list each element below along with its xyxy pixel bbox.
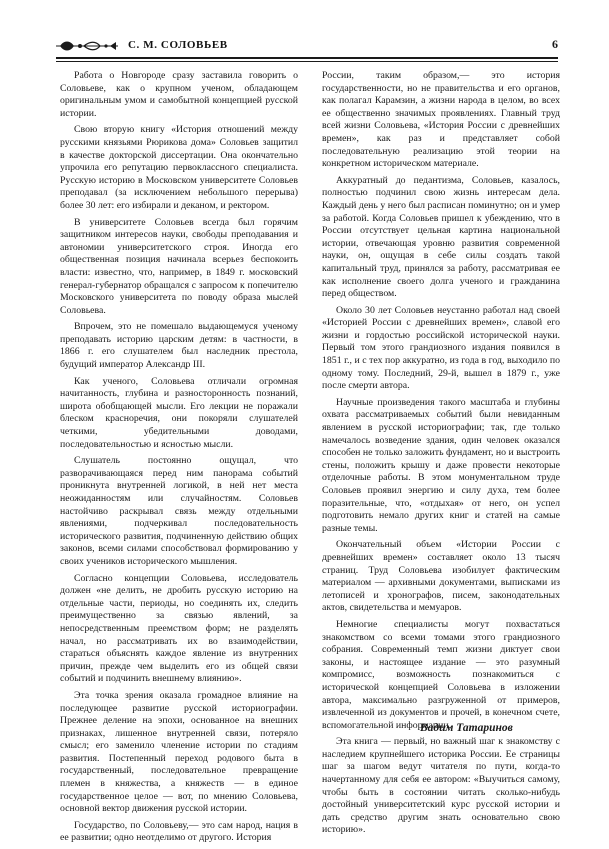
header-rule-thin <box>56 61 558 62</box>
paragraph: России, таким образом,— это история государственности, но не правительства и его органов, как полагал Карамзин, а жизни народа в целом, во всех ее общественно значимых проявлениях. Главный труд всей жизни Соловьева, «История России с древнейших времен», как раз и представляет собой последовательную реализацию этой теории на конкретном историческом материале. <box>322 70 560 170</box>
ornament-icon <box>56 39 118 53</box>
paragraph: Эта книга — первый, но важный шаг к знакомству с наследием крупнейшего историка России. Ее страницы шаг за шагом ведут читателя по пути, когда-то начертанному для себя ее автором: «Выучиться самому, чтобы быть в состоянии читать сколько-нибудь достойный университетский курс русской истории и дать средство другим знать основательно свою историю». <box>322 736 560 836</box>
paragraph: Аккуратный до педантизма, Соловьев, казалось, полностью подчинил свою жизнь интересам дела. Каждый день у него был расписан поминутно; он и умер за работой. Когда Соловьев пришел к убеждению, что в России отсутствует цельная картина национальной истории, отвечающая уровню развития современной науки, он, ощущая в себе силы создать такой капитальный труд, принялся за работу, рассматривая ее как исполнение своего долга ученого и гражданина перед обществом. <box>322 174 560 300</box>
left-column <box>60 70 298 849</box>
paragraph: Свою вторую книгу «История отношений между русскими князьями Рюрикова дома» Соловьев защитил в качестве докторской диссертации. Она окончательно упрочила его репутацию первоклассного специалиста. Русскую историю в Московском университете Соловьев преподавал (за исключением небольшого перерыва) более 30 лет: его избирали и деканом, и ректором. <box>60 124 298 211</box>
paragraph: Работа о Новгороде сразу заставила говорить о Соловьеве, как о крупном ученом, обладающем оригинальным умом и самобытной концепцией русской истории. <box>60 70 298 119</box>
paragraph: Государство, по Соловьеву,— это сам народ, нация в ее развитии; одно неотделимо от другого. История <box>60 819 298 844</box>
running-header <box>56 37 558 55</box>
paragraph: Согласно концепции Соловьева, исследователь должен «не делить, не дробить русскую историю на отдельные части, периоды, но соединять их, следить преимущественно за связью явлений, за непосредственным преемством форм; не разделять начал, но рассматривать их во взаимодействии, стараться объяснять каждое явление из внутренних причин, прежде чем выделить его из общей связи событий и подчинить внешнему влиянию». <box>60 572 298 685</box>
paragraph: В университете Соловьев всегда был горячим защитником интересов науки, свободы преподавания и автономии университетского строя. Иногда его общественная позиция начинала всерьез беспокоить власти: известно, что, например, в 1849 г. московский генерал-губернатор обращался с запросом к попечителю Московского университета по поводу образа мыслей Соловьева. <box>60 216 298 316</box>
paragraph: Научные произведения такого масштаба и глубины охвата рассматриваемых событий были невиданным явлением в русской историографии; так, где только намечалось возведение здания, один человек оказался способен не только заложить фундамент, но и выстроить стены, положить крышу и даже провести некоторые отделочные работы. В этом монументальном труде Соловьев проявил энергию и силу духа, тем более поразительные, что, «отдыхая» от него, он успел подготовить немало других книг и статей на самые разные темы. <box>322 396 560 534</box>
paragraph: Около 30 лет Соловьев неустанно работал над своей «Историей России с древнейших времен», славой его жизни и гордостью российской исторической науки. Первый том этого грандиозного издания появился в 1851 г., и с тех пор аккуратно, из года в год, выходило по одному тому. Последний, 29-й, вышел в 1879 г., уже после смерти автора. <box>322 304 560 392</box>
author-signature: Вадим Татаринов <box>420 722 513 734</box>
running-title: С. М. СОЛОВЬЕВ <box>128 39 228 51</box>
paragraph: Слушатель постоянно ощущал, что разворачивающаяся перед ним панорама событий проникнута внутренней логикой, в ней нет места неожиданностям или случайностям. Соловьев настойчиво раскрывал связь между отдельными явлениями, подчеркивал последовательность исторического развития, подчиненную действию общих законов, всеми силами способствовал формированию у своих учеников исторического мышления. <box>60 455 298 567</box>
paragraph: Впрочем, это не помешало выдающемуся ученому преподавать историю царским детям: в частности, в 1866 г. его слушателем был наследник престола, будущий император Александр III. <box>60 321 298 371</box>
paragraph: Окончательный объем «Истории России с древнейших времен» составляет около 13 тысяч страниц. Труд Соловьева изобилует фактическим материалом — архивными документами, выписками из летописей и хронографов, писем, законодательных актов, свидетельства и мемуаров. <box>322 539 560 614</box>
header-rule <box>56 57 558 59</box>
paragraph: Эта точка зрения оказала громадное влияние на последующее развитие русской историографии. Прежнее деление на эпохи, основанное на внешних признаках, лишенное внутренней связи, потеряло смысл; его заменило членение истории по стадиям развития. Постепенный переход родового быта в государственный, последовательное превращение племен в княжества, а княжеств — в единое государственное целое — вот, по мнению Соловьева, основной вектор движения русской истории. <box>60 689 298 815</box>
paragraph: Немногие специалисты могут похвастаться знакомством со всеми томами этого грандиозного собрания. Современный темп жизни диктует свои законы, и настоящее издание — это разумный компромисс, возможность познакомиться с исторической концепцией Соловьева в изложении автора, максимально разгруженной от примеров, извлеченной из документов и прочей, в конечном счете, вспомогательной информации. <box>322 618 560 731</box>
paragraph: Как ученого, Соловьева отличали огромная начитанность, глубина и разносторонность познаний, широта обобщающей мысли. Его лекции не поражали блеском красноречия, они покоряли слушателей четкими, убедительными доводами, последовательностью и ясностью мысли. <box>60 375 298 450</box>
page-number: 6 <box>552 37 558 51</box>
